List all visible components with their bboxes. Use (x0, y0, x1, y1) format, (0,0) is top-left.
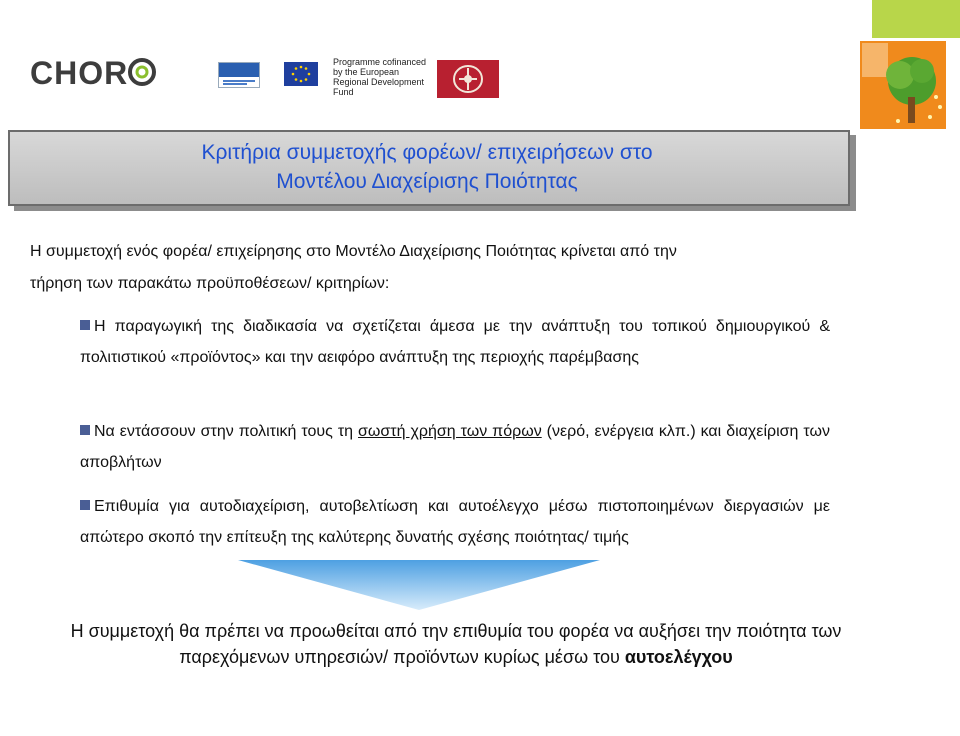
criteria-text-1: Η παραγωγική της διαδικασία να σχετίζεται άμεσα με την ανάπτυξη του τοπικού δημιουργικού & πολιτιστικού «προϊόντος» και την αειφόρο ανάπτυξη της περιοχής παρέμβασης (80, 318, 830, 366)
criteria-item-2 (80, 416, 830, 478)
conclusion-text (60, 618, 852, 670)
down-arrow-icon (238, 560, 600, 610)
square-bullet-icon (80, 320, 90, 330)
conclusion-body: Η συμμετοχή θα πρέπει να προωθείται από την επιθυμία του φορέα να αυξήσει την ποιότητα των παρεχόμενων υπηρεσιών/ προϊόντων κυρίως μέσω του (70, 621, 842, 667)
chord-wordmark (30, 56, 156, 90)
criteria-text-3: Επιθυμία για αυτοδιαχείριση, αυτοβελτίωση και αυτοέλεγχο μέσω πιστοποιημένων διεργασιών με απώτερο σκοπό την επίτευξη της καλύτερης δυνατής σχέσης ποιότητας/ τιμής (80, 498, 830, 546)
eu-flag (284, 62, 318, 86)
intro-line-2: τήρηση των παρακάτω προϋποθέσεων/ κριτηρίων: (30, 275, 390, 292)
svg-text:CHOR: CHOR (30, 56, 129, 90)
square-bullet-icon (80, 500, 90, 510)
eu-stars-icon (284, 62, 318, 86)
title-line-2: Μοντέλου Διαχείρισης Ποιότητας (276, 170, 578, 193)
region-logo (437, 60, 499, 98)
fund-text: Programme cofinanced by the European Regional Development Fund (333, 57, 427, 97)
criteria-item-1 (80, 311, 830, 373)
criteria-text-2-suffix: (νερό, ενέργεια κλπ.) και διαχείριση των αποβλήτων (80, 423, 830, 471)
square-bullet-icon (80, 425, 90, 435)
page-title (20, 138, 834, 196)
criteria-text-2-prefix: Να εντάσσουν στην πολιτική τους τη (94, 423, 359, 440)
med-logo-graphic (219, 63, 259, 87)
med-programme-logo (218, 62, 260, 88)
corner-accent (872, 0, 960, 38)
intro-paragraph (30, 236, 830, 300)
tree-logo (860, 41, 946, 129)
title-line-1: Κριτήρια συμμετοχής φορέων/ επιχειρήσεων στο (201, 141, 653, 164)
conclusion-bold: αυτοελέγχου (624, 647, 733, 667)
ornament-icon (437, 60, 499, 98)
criteria-text-2-underlined: σωστή χρήση των πόρων (358, 423, 542, 440)
criteria-item-3 (80, 491, 830, 553)
tree-icon (860, 41, 946, 129)
chord-logo (30, 56, 156, 99)
intro-line-1: Η συμμετοχή ενός φορέα/ επιχείρησης στο Μοντέλο Διαχείρισης Ποιότητας κρίνεται από την (30, 243, 677, 260)
